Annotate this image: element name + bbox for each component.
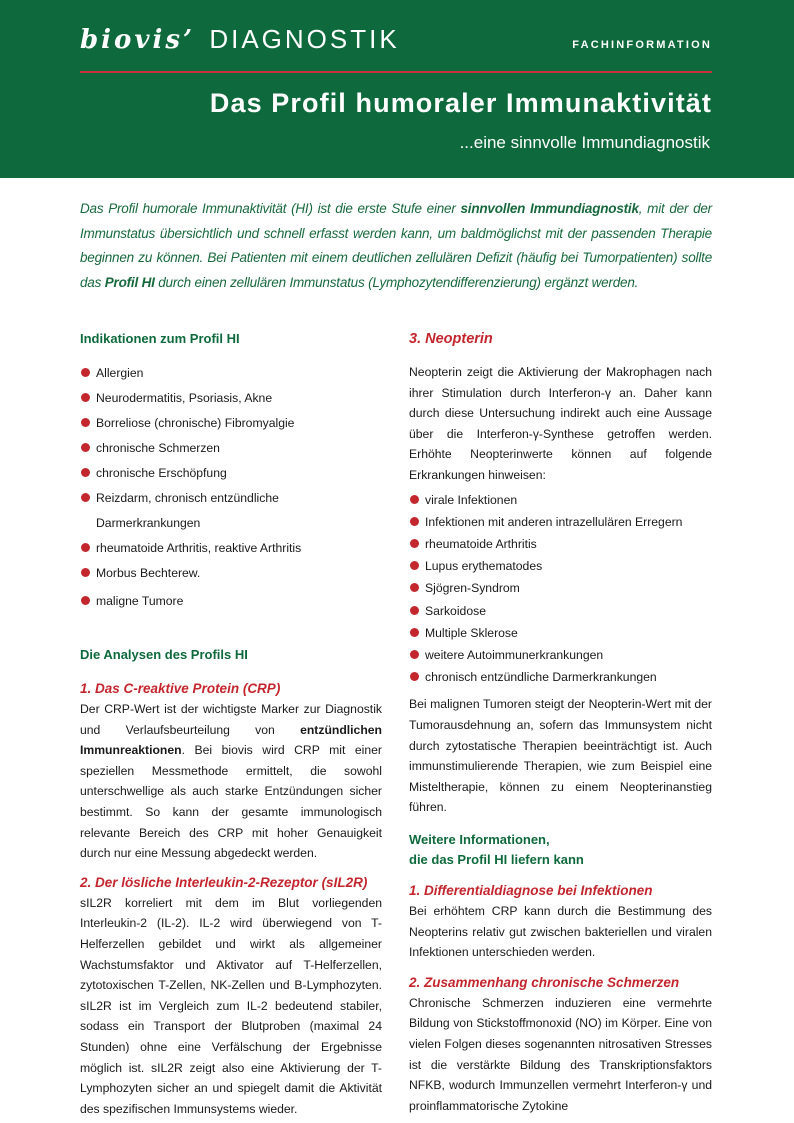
list-item-text: chronische Erschöpfung — [96, 466, 227, 480]
list-item-text: Morbus Bechterew. — [96, 566, 201, 580]
list-item-text: Sjögren-Syndrom — [425, 581, 520, 596]
neopterin-paragraph: Neopterin zeigt die Aktivierung der Makrophagen nach ihrer Stimulation durch Interferon-γ an. Daher kann durch diese Untersuchung indirekt auch eine Aussage über die Interferon-γ-Synthese getroffen werden. Erhöhte Neopterinwerte können auf folgende Erkrankungen hinweisen: — [409, 365, 712, 482]
crp-text-1: Der CRP-Wert ist der wichtigste Marker zur Diagnostik und Verlaufsbeurteilung von — [80, 702, 382, 737]
intro-text-2: , mit der der Immunstatus übersichtlich und schnell erfasst werden kann, um baldmöglichst mit der passenden Therapie beginnen zu können. Bei Patienten mit einem deutlichen zellulären Defizit (häufig bei Tumorpatienten) sollte das — [80, 201, 712, 290]
list-item-text: chronisch entzündliche Darmerkrankungen — [425, 670, 657, 685]
page-title: Das Profil humoraler Immunaktivität — [209, 88, 712, 118]
intro-bold-2: Profil HI — [104, 274, 155, 290]
header-divider — [80, 71, 712, 73]
bullet-dot — [81, 393, 90, 402]
left-column — [80, 329, 382, 1119]
list-item — [80, 589, 382, 614]
list-item-text: Sarkoidose — [425, 603, 486, 618]
list-item — [409, 622, 712, 644]
right-column — [409, 329, 712, 1116]
list-item — [80, 461, 382, 486]
bullet-dot — [81, 543, 90, 552]
crp-text-2: . Bei biovis wird CRP mit einer speziellen Messmethode ermittelt, die sowohl unterschwellige als auch starke Entzündungen sicher bestimmt. So kann der gesamte immunologisch relevante Bereich des CRP mit hoher Genauigkeit durch nur eine Messung abgedeckt werden. — [80, 743, 382, 861]
list-item-text: Reizdarm, chronisch entzündliche Darmerkrankungen — [96, 491, 279, 530]
list-item — [80, 411, 382, 436]
list-item — [409, 666, 712, 688]
page-subtitle: ...eine sinnvolle Immundiagnostik — [459, 133, 710, 152]
brand-name: biovis’ — [80, 25, 196, 55]
list-item-text: Borreliose (chronische) Fibromyalgie — [96, 416, 295, 430]
neopterin-heading: 3. Neopterin — [409, 331, 493, 347]
bullet-dot — [81, 443, 90, 452]
pain-paragraph: Chronische Schmerzen induzieren eine vermehrte Bildung von Stickstoffmonoxid (NO) im Körper. Eine von vielen Folgen dieses sogenannten nitrosativen Stresses ist die verstärkte Bildung des Transkriptionsfaktors NFKB, wodurch Immunzellen vermehrt Interferon-γ und proinflammatorische Zytokine — [409, 995, 712, 1113]
crp-bold: entzündlichen Immunreaktionen — [80, 722, 382, 758]
intro-text-3: durch einen zellulären Immunstatus (Lymphozytendifferenzierung) ergänzt werden. — [154, 274, 639, 290]
bullet-dot — [410, 628, 419, 637]
bullet-dot — [81, 368, 90, 377]
list-item — [80, 536, 382, 561]
list-item — [80, 436, 382, 461]
sil2r-heading: 2. Der lösliche Interleukin-2-Rezeptor (sIL2R) — [80, 874, 368, 890]
pain-heading: 2. Zusammenhang chronische Schmerzen — [409, 974, 680, 990]
more-info-heading — [409, 830, 712, 870]
brand-sub: DIAGNOSTIK — [209, 24, 400, 54]
bullet-dot — [410, 650, 419, 659]
more-info-heading-line-2: die das Profil HI liefern kann — [409, 851, 584, 867]
bullet-dot — [410, 495, 419, 504]
list-item-text: Multiple Sklerose — [425, 625, 518, 640]
list-item — [409, 644, 712, 666]
list-item — [409, 600, 712, 622]
list-item-text: Neurodermatitis, Psoriasis, Akne — [96, 391, 273, 405]
list-item-text: Infektionen mit anderen intrazellulären Erregern — [425, 514, 683, 529]
neopterin-list — [409, 489, 712, 689]
document-category: FACHINFORMATION — [572, 39, 712, 51]
intro-paragraph — [80, 197, 712, 295]
bullet-dot — [81, 418, 90, 427]
differential-heading: 1. Differentialdiagnose bei Infektionen — [409, 882, 653, 898]
list-item-text: rheumatoide Arthritis — [425, 536, 537, 551]
list-item — [409, 489, 712, 511]
bullet-dot — [410, 517, 419, 526]
bullet-dot — [81, 493, 90, 502]
list-item — [409, 555, 712, 577]
list-item-text: rheumatoide Arthritis, reaktive Arthritis — [96, 541, 302, 555]
differential-paragraph: Bei erhöhtem CRP kann durch die Bestimmung des Neopterins relativ gut zwischen bakteriellen und viralen Infektionen unterschieden werden. — [409, 903, 712, 960]
crp-heading: 1. Das C-reaktive Protein (CRP) — [80, 681, 281, 696]
list-item-text: chronische Schmerzen — [96, 441, 220, 455]
list-item — [409, 533, 712, 555]
list-item-text: virale Infektionen — [425, 492, 518, 507]
intro-text-1: Das Profil humorale Immunaktivität (HI) ist die erste Stufe einer — [80, 201, 461, 216]
bullet-dot — [81, 568, 90, 577]
bullet-dot — [81, 596, 90, 605]
bullet-dot — [410, 561, 419, 570]
list-item-text: weitere Autoimmunerkrankungen — [425, 647, 604, 662]
list-item — [80, 561, 382, 586]
tumor-paragraph: Bei malignen Tumoren steigt der Neopterin-Wert mit der Tumorausdehnung an, sofern das Immunsystem nicht durch zytostatische Therapien beeinträchtigt ist. Auch immunstimulierende Therapien, wie zum Beispiel eine Misteltherapie, können zu einem Neopterinanstieg führen. — [409, 697, 712, 815]
intro-bold-1: sinnvollen Immundiagnostik — [460, 201, 639, 216]
bullet-dot — [410, 606, 419, 615]
header-banner — [0, 0, 794, 178]
list-item — [80, 386, 382, 411]
list-item — [409, 577, 712, 599]
crp-paragraph — [80, 699, 382, 864]
list-item-text: Allergien — [96, 366, 144, 380]
analyses-heading: Die Analysen des Profils HI — [80, 647, 248, 662]
list-item — [80, 486, 382, 536]
indications-heading: Indikationen zum Profil HI — [80, 331, 240, 346]
sil2r-paragraph: sIL2R korreliert mit dem im Blut vorliegenden Interleukin-2 (IL-2). IL-2 wird überwiegend von T- Helferzellen gebildet und wirkt als allgemeiner Wachstumsfaktor und Aktivator auf T-Helferzellen, zytotoxischen T-Zellen, NK-Zellen und B-Lymphozyten. sIL2R ist im Vergleich zum IL-2 bedeutend stabiler, sodass ein Transport der Blutproben (maximal 24 Stunden) ohne eine Verfälschung der Ergebnisse möglich ist. sIL2R zeigt also eine Aktivierung der T-Lymphozyten sicher an und spiegelt damit die Aktivität des spezifischen Immunsystems wieder. — [80, 895, 382, 1116]
list-item — [409, 511, 712, 533]
list-item-text: maligne Tumore — [96, 594, 184, 608]
more-info-heading-line-1: Weitere Informationen, — [409, 831, 550, 847]
brand-logo — [80, 24, 400, 55]
bullet-dot — [410, 539, 419, 548]
bullet-dot — [410, 672, 419, 681]
bullet-dot — [410, 583, 419, 592]
indications-list — [80, 361, 382, 614]
list-item — [80, 361, 382, 386]
list-item-text: Lupus erythematodes — [425, 559, 543, 574]
bullet-dot — [81, 468, 90, 477]
